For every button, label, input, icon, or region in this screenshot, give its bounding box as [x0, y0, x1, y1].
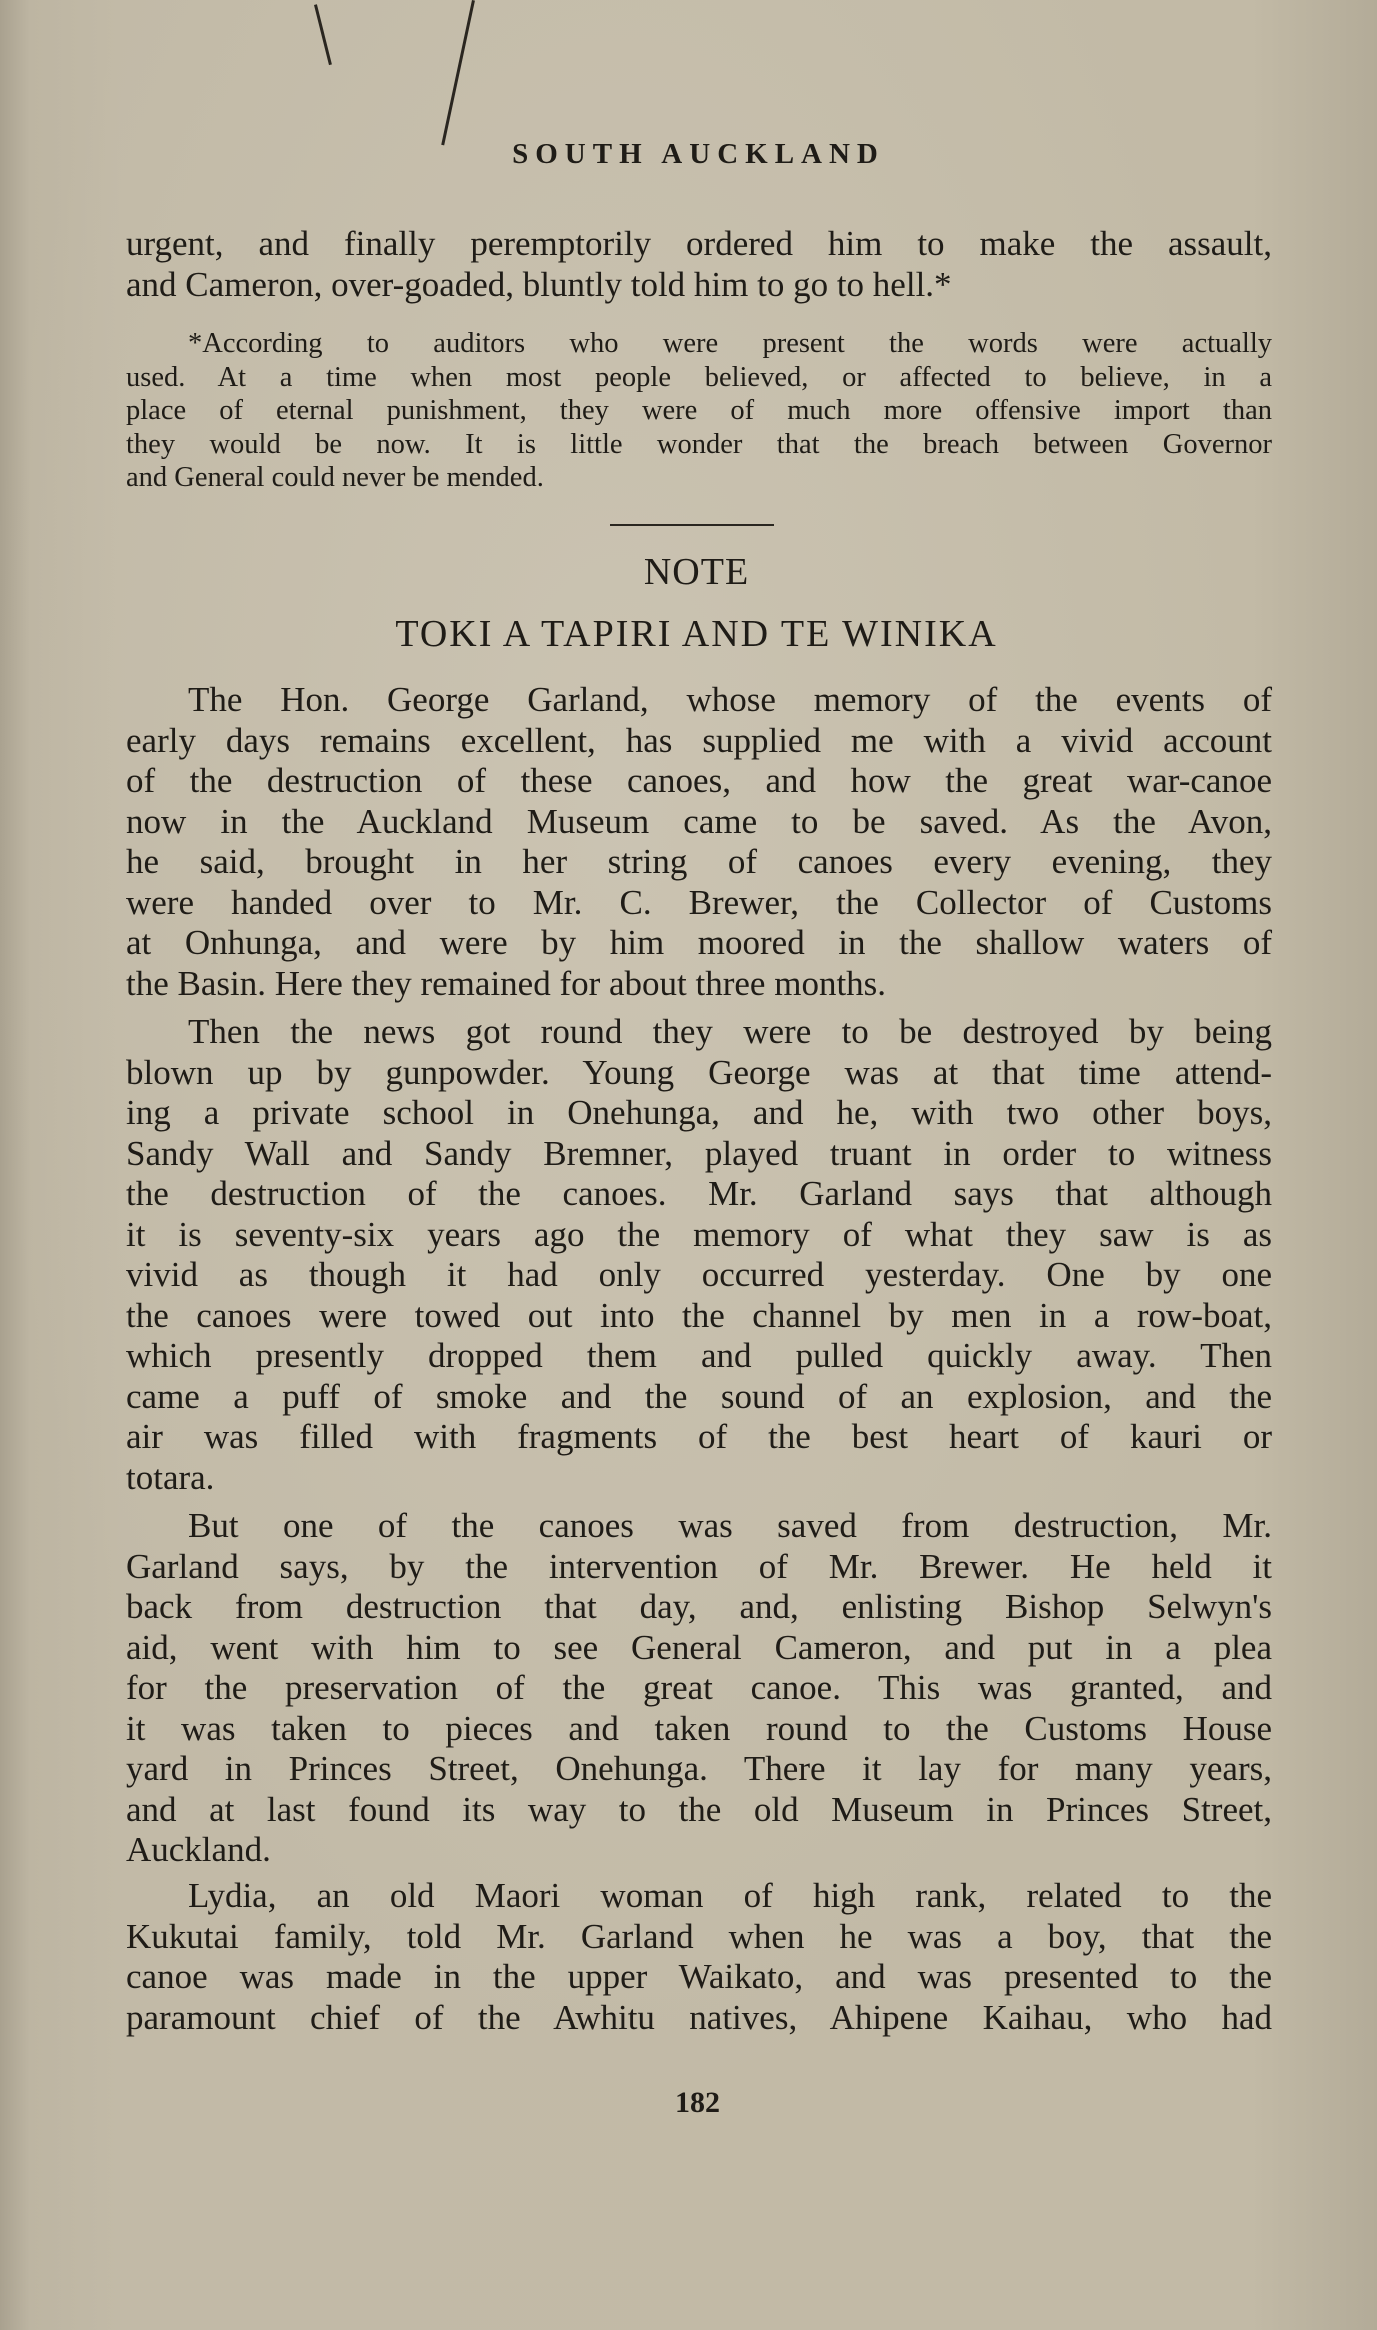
text-line: ing a private school in Onehunga, and he, with two other boys, [126, 1093, 1272, 1132]
footnote-line: and General could never be mended. [126, 462, 544, 493]
page-number: 182 [675, 2086, 720, 2119]
text-line: aid, went with him to see General Cameron, and put in a plea [126, 1627, 1272, 1667]
note-title: TOKI A TAPIRI AND TE WINIKA [395, 613, 998, 655]
text-line: it is seventy-six years ago the memory of what they saw is as [126, 1214, 1272, 1254]
text-line: at Onhunga, and were by him moored in the shallow waters of [126, 923, 1272, 962]
text-line: which presently dropped them and pulled quickly away. Then [126, 1336, 1272, 1375]
text-line: and at last found its way to the old Museum in Princes Street, [126, 1789, 1272, 1829]
footnote-line: used. At a time when most people believed, or affected to believe, in a [126, 361, 1272, 393]
text-line: Garland says, by the intervention of Mr. Brewer. He held it [126, 1546, 1272, 1586]
text-line: the destruction of the canoes. Mr. Garland says that although [126, 1174, 1272, 1213]
text-line: yard in Princes Street, Onehunga. There it lay for many years, [126, 1749, 1272, 1788]
text-line: the canoes were towed out into the channel by men in a row-boat, [126, 1295, 1272, 1335]
text-line: back from destruction that day, and, enlisting Bishop Selwyn's [126, 1587, 1272, 1626]
footnote-line: *According to auditors who were present the words were actually [188, 328, 1272, 359]
text-line: Sandy Wall and Sandy Bremner, played truant in order to witness [126, 1133, 1272, 1173]
text-line: Then the news got round they were to be destroyed by being [188, 1012, 1272, 1051]
footnote-line: they would be now. It is little wonder that the breach between Governor [126, 428, 1272, 460]
text-line: the Basin. Here they remained for about three months. [126, 963, 887, 1003]
text-line: came a puff of smoke and the sound of an explosion, and the [126, 1376, 1272, 1416]
pencil-mark [314, 4, 332, 65]
text-line: of the destruction of these canoes, and how the great war-canoe [126, 761, 1272, 800]
text-line: Kukutai family, told Mr. Garland when he was a boy, that the [126, 1916, 1272, 1956]
paragraph [126, 1876, 1272, 2038]
text-line: vivid as though it had only occurred yesterday. One by one [126, 1255, 1272, 1294]
paragraph [126, 680, 1272, 1004]
text-line: air was filled with fragments of the best heart of kauri or [126, 1417, 1272, 1456]
text-line: and Cameron, over-goaded, bluntly told him to go to hell.* [126, 264, 952, 304]
text-line: blown up by gunpowder. Young George was at that time attend- [126, 1052, 1272, 1092]
footnote-line: place of eternal punishment, they were of much more offensive import than [126, 395, 1272, 426]
text-line: But one of the canoes was saved from destruction, Mr. [188, 1506, 1272, 1545]
text-line: early days remains excellent, has supplied me with a vivid account [126, 720, 1272, 760]
text-line: canoe was made in the upper Waikato, and was presented to the [126, 1957, 1272, 1996]
paragraph [126, 1506, 1272, 1871]
text-line: Lydia, an old Maori woman of high rank, related to the [188, 1876, 1272, 1915]
text-line: The Hon. George Garland, whose memory of the events of [188, 680, 1272, 719]
running-header: SOUTH AUCKLAND [512, 138, 885, 170]
footnote [126, 327, 1272, 495]
text-line: urgent, and finally peremptorily ordered him to make the assault, [126, 224, 1272, 263]
text-line: he said, brought in her string of canoes every evening, they [126, 842, 1272, 881]
text-line: it was taken to pieces and taken round to the Customs House [126, 1708, 1272, 1748]
text-line: Auckland. [126, 1830, 271, 1869]
text-line: totara. [126, 1457, 215, 1497]
text-line: paramount chief of the Awhitu natives, Ahipene Kaihau, who had [126, 1997, 1272, 2037]
opening-text [126, 224, 1272, 305]
note-heading: NOTE [643, 551, 750, 593]
pencil-mark [441, 0, 475, 145]
section-divider [610, 524, 774, 526]
paragraph [126, 1012, 1272, 1498]
text-line: were handed over to Mr. C. Brewer, the Collector of Customs [126, 882, 1272, 922]
text-line: now in the Auckland Museum came to be saved. As the Avon, [126, 801, 1272, 841]
text-line: for the preservation of the great canoe. This was granted, and [126, 1668, 1272, 1707]
